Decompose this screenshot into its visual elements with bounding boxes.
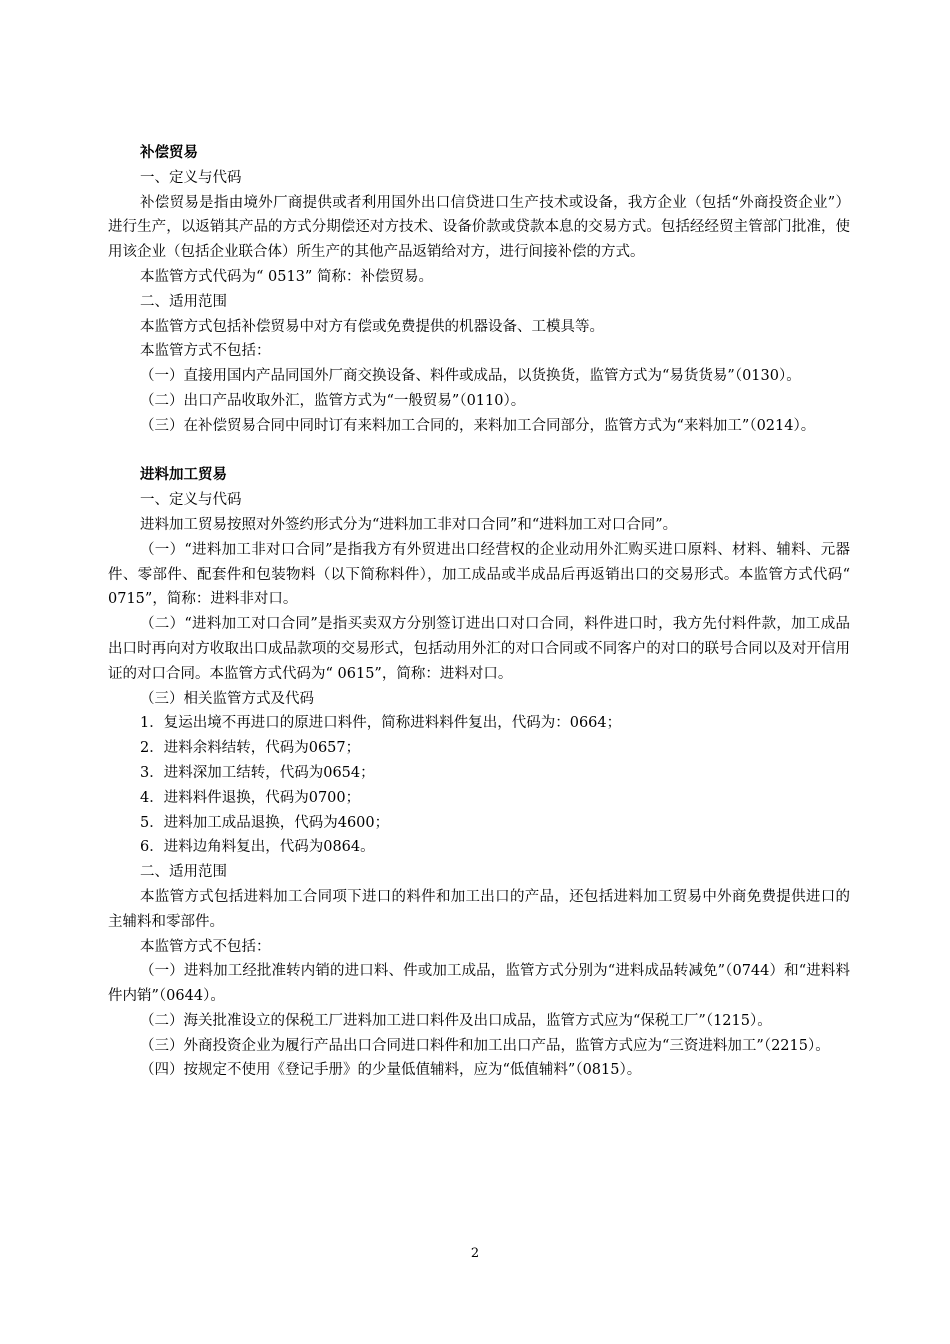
code-list-item-2: 2．进料余料结转，代码为0657；: [140, 740, 361, 757]
code-list-item-5: 5．进料加工成品退换，代码为4600；: [140, 814, 390, 831]
paragraph-contract-types: 进料加工贸易按照对外签约形式分为“进料加工非对口合同”和“进料加工对口合同”。: [140, 516, 678, 533]
page-number: 2: [470, 1246, 480, 1261]
heading-definition-and-code: 一、定义与代码: [140, 169, 242, 186]
exclusion-item-3: （三）外商投资企业为履行产品出口合同进口料件和加工出口产品，监管方式应为“三资进料加工”（2215）。: [140, 1037, 830, 1054]
exclusion-item-2: （二）海关批准设立的保税工厂进料加工进口料件及出口成品，监管方式应为“保税工厂”（1215）。: [140, 1012, 772, 1029]
paragraph-definition: 补偿贸易是指由境外厂商提供或者利用国外出口信贷进口生产技术或设备，我方企业（包括“外商投资企业”）进行生产，以返销其产品的方式分期偿还对方技术、设备价款或贷款本息的交易方式。包括经经贸主管部门批准，使用该企业（包括企业联合体）所生产的其他产品返销给对方，进行间接补偿的方式。: [108, 194, 850, 261]
paragraph-exclusions-intro: 本监管方式不包括：: [140, 343, 271, 360]
exclusion-item-3: （三）在补偿贸易合同中同时订有来料加工合同的，来料加工合同部分，监管方式为“来料加工”（0214）。: [140, 417, 816, 434]
paragraph-matching-contract: （二）“进料加工对口合同”是指买卖双方分别签订进出口对口合同，料件进口时，我方先付料件款，加工成品出口时再向对方收取出口成品款项的交易形式，包括动用外汇的对口合同或不同客户的对口的联号合同以及对开信用证的对口合同。本监管方式代码为“ 0615”，简称：进料对口。: [108, 616, 850, 682]
exclusion-item-4: （四）按规定不使用《登记手册》的少量低值辅料，应为“低值辅料”（0815）。: [140, 1062, 642, 1079]
exclusion-item-1: （一）进料加工经批准转内销的进口料、件或加工成品，监管方式分别为“进料成品转减免”（0744）和“进料料件内销”（0644）。: [108, 963, 850, 1005]
paragraph-scope: 本监管方式包括补偿贸易中对方有偿或免费提供的机器设备、工模具等。: [140, 318, 604, 335]
section-title-processing-trade: 进料加工贸易: [140, 466, 227, 484]
page-content: [108, 141, 850, 1083]
exclusion-item-1: （一）直接用国内产品同国外厂商交换设备、料件或成品，以货换货，监管方式为“易货货易”（0130）。: [140, 368, 801, 385]
heading-scope: 二、适用范围: [140, 864, 227, 881]
paragraph-exclusions-intro: 本监管方式不包括：: [140, 938, 271, 955]
code-list-item-4: 4．进料料件退换，代码为0700；: [140, 789, 361, 806]
heading-scope: 二、适用范围: [140, 293, 227, 310]
section-spacer: [108, 439, 850, 464]
code-list-item-3: 3．进料深加工结转，代码为0654；: [140, 764, 375, 781]
paragraph-code: 本监管方式代码为“ 0513” 简称：补偿贸易。: [140, 268, 433, 285]
paragraph-non-matching-contract: （一）“进料加工非对口合同”是指我方有外贸进出口经营权的企业动用外汇购买进口原料、材料、辅料、元器件、零部件、配套件和包装物料（以下简称料件），加工成品或半成品后再返销出口的交易形式。本监管方式代码“ 0715”，简称：进料非对口。: [108, 541, 850, 608]
exclusion-item-2: （二）出口产品收取外汇，监管方式为“一般贸易”（0110）。: [140, 392, 526, 409]
heading-definition-and-code: 一、定义与代码: [140, 492, 242, 509]
code-list-item-6: 6．进料边角料复出，代码为0864。: [140, 839, 375, 856]
paragraph-scope: 本监管方式包括进料加工合同项下进口的料件和加工出口的产品，还包括进料加工贸易中外商免费提供进口的主辅料和零部件。: [108, 888, 850, 930]
section-title-compensation-trade: 补偿贸易: [140, 144, 198, 161]
code-list-item-1: 1．复运出境不再进口的原进口料件，简称进料料件复出，代码为：0664；: [140, 715, 622, 732]
heading-related-codes: （三）相关监管方式及代码: [140, 690, 314, 707]
